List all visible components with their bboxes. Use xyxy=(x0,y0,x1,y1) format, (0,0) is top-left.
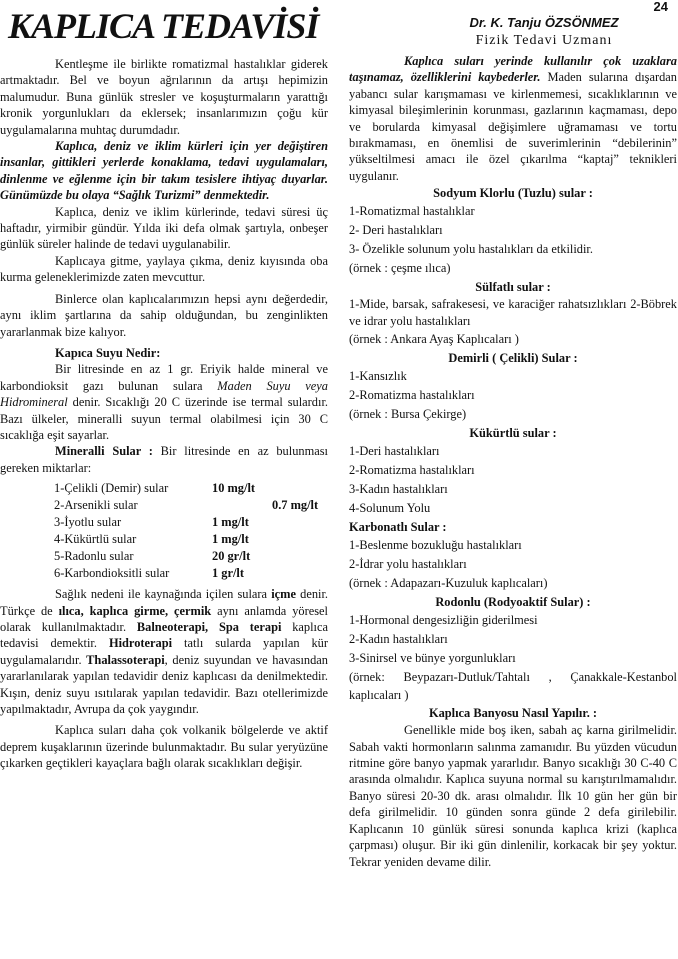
page-number: 24 xyxy=(653,0,668,14)
sodium-heading: Sodyum Klorlu (Tuzlu) sular : xyxy=(433,186,593,201)
list-item: 2- Deri hastalıkları xyxy=(349,223,443,238)
list-item: 2-Kadın hastalıkları xyxy=(349,632,448,647)
bath-heading: Kaplıca Banyosu Nasıl Yapılır. : xyxy=(428,706,598,721)
iron-heading: Demirli ( Çelikli) Sular : xyxy=(448,351,578,366)
author-name: Dr. K. Tanju ÖZSÖNMEZ xyxy=(469,15,619,30)
capture-paragraph: Kaplıca suları yerinde kullanılır çok uzaklara taşınamaz, özelliklerini kaybederler. Maden sularına dışardan yabancı sular karışmaması ve kirlenmemesi, sıcaklıklarının ve kimyasal bileşimlerinin korunması, gazlarının kaçmaması, depo ve borularda kimyasal değişimlere uğramaması ve tortu bırakmaması, en önemlisi de suverimlerinin “debilerinin” yükseltilmesi amacı ile özel çıkarılma “kaptaj” teknikleri uygulanır. xyxy=(349,54,677,183)
volcanic-paragraph: Kaplıca suları daha çok volkanik bölgelerde ve aktif deprem kuşaklarının üzerinde bulunmaktadır. Bu sular yeryüzüne çıkarken geçtikleri kayaçlara bağlı olarak sıcaklıkları değişir. xyxy=(0,723,328,771)
list-item: 3-Sinirsel ve bünye yorgunlukları xyxy=(349,651,516,666)
mineral-waters-intro: Mineralli Sular : Bir litresinde en az bulunması gereken miktarlar: xyxy=(0,444,328,475)
therapy-terms-paragraph: Sağlık nedeni ile kaynağında içilen sulara içme denir. Türkçe de ılıca, kaplıca girme, çermik aynı anlamda yöresel olarak kullanılmaktadır. Balneoterapi, Spa terapi kaplıca tedavisi demektir. Hidroterapi tatlı sularda yapılan kür uygulamalarıdır. Thalassoterapi, deniz suyundan ve havasından yararlanılarak yapılan tedavidir deniz kaplıcası da denilmektedir. Kışın, deniz suyu ısıtılarak yapılan tedavidir. Bazı otellerimizde yapılmaktadır, Avrupa da çok yaygındır. xyxy=(0,587,329,716)
health-tourism-paragraph: Kaplıca, deniz ve iklim kürleri için yer değiştiren insanlar, gittikleri yerlerde konaklama, tedavi uygulamaları, dinlenme ve eğlenme için bir takım tesislere ihtiyaç duyarlar. Günümüzde bu olaya “Sağlık Turizmi” denmektedir. xyxy=(0,139,328,203)
mineral-row: 1-Çelikli (Demir) sular 10 mg/lt xyxy=(54,481,256,496)
mineral-row: 6-Karbondioksitli sular 1 gr/lt xyxy=(54,566,244,581)
list-item: 3- Özelikle solunum yolu hastalıkları da etkilidir. xyxy=(349,242,593,257)
mineral-row: 3-İyotlu sular 1 mg/lt xyxy=(54,515,249,530)
mineral-row: 4-Kükürtlü sular 1 mg/lt xyxy=(54,532,249,547)
list-item: 1-Romatizmal hastalıklar xyxy=(349,204,475,219)
sulfur-heading: Kükürtlü sular : xyxy=(469,426,557,441)
radon-heading: Rodonlu (Rodyoaktif Sular) : xyxy=(435,595,591,610)
list-item: 2-Romatizma hastalıkları xyxy=(349,388,475,403)
spring-water-definition: Bir litresinde en az 1 gr. Eriyik halde mineral ve karbondioksit gazı bulunan sulara Maden Suyu veya Hidromineral denir. Sıcaklığı 20 C üzerinde ise termal sulardır. Bazı ülkeler, mineralli suyun termal olabilmesi için 30 C sıcaklığa eşit sayarlar. xyxy=(0,362,328,442)
tradition-paragraph: Kaplıcaya gitme, yaylaya çıkma, deniz kıyısında oba kurma geleneklerimizde zaten mevcuttur. xyxy=(0,253,328,285)
sulfate-heading: Sülfatlı sular : xyxy=(475,280,551,295)
list-item: (örnek : Adapazarı-Kuzuluk kaplıcaları) xyxy=(349,576,548,591)
intro-paragraph: Kentleşme ile birlikte romatizmal hastalıklar giderek artmaktadır. Bel ve boyun ağrılarının da artışı hepimizin malumudur. Buna günlük stresler ve koşuşturmaların yarattığı kronik yorgunlukları da eklersek; insanlarımızın çoğu kür uygulamalarına muhtaç durumdadır. xyxy=(0,57,328,137)
list-item: 1-Kansızlık xyxy=(349,369,407,384)
thermal-richness-paragraph: Binlerce olan kaplıcalarımızın hepsi aynı değerdedir, aynı iklim şartlarına da sahip olduğundan, bu zenginlikten yararlanmak bize kalıyor. xyxy=(0,291,328,339)
author-role: Fizik Tedavi Uzmanı xyxy=(475,33,613,48)
treatment-duration-paragraph: Kaplıca, deniz ve iklim kürlerinde, tedavi süresi üç haftadır, yirmibir gündür. Yılda iki defa olmak şartıyla, onbeşer günlük süreler halinde de tedavi uygulanabilir. xyxy=(0,204,328,252)
list-item: (örnek : Bursa Çekirge) xyxy=(349,407,467,422)
list-item: (örnek : çeşme ılıca) xyxy=(349,261,451,276)
list-item: 1-Mide, barsak, safrakesesi, ve karaciğer rahatsızlıkları 2-Böbrek ve idrar yolu hastalıkları xyxy=(349,297,677,329)
mineral-row: 5-Radonlu sular 20 gr/lt xyxy=(54,549,251,564)
list-item: 3-Kadın hastalıkları xyxy=(349,482,448,497)
list-item: 2-İdrar yolu hastalıkları xyxy=(349,557,467,572)
list-item: 4-Solunum Yolu xyxy=(349,501,431,516)
right-column xyxy=(349,53,677,870)
list-item: 1-Beslenme bozukluğu hastalıkları xyxy=(349,538,522,553)
list-item: 1-Deri hastalıkları xyxy=(349,444,440,459)
spring-water-heading: Kapıca Suyu Nedir: xyxy=(55,345,161,360)
article-title: KAPLICA TEDAVİSİ xyxy=(8,6,319,46)
mineral-table xyxy=(54,480,328,582)
carbonate-heading: Karbonatlı Sular : xyxy=(349,520,447,535)
list-item: (örnek: Beypazarı-Dutluk/Tahtalı , Çanakkale-Kestanbol kaplıcaları ) xyxy=(349,670,677,703)
list-item: (örnek : Ankara Ayaş Kaplıcaları ) xyxy=(349,332,519,347)
list-item: 1-Hormonal dengesizliğin giderilmesi xyxy=(349,613,538,628)
list-item: 2-Romatizma hastalıkları xyxy=(349,463,475,478)
left-column xyxy=(0,56,328,772)
mineral-row: 2-Arsenikli sular 0.7 mg/lt xyxy=(54,498,319,513)
bath-paragraph: Genellikle mide boş iken, sabah aç karna girilmelidir. Sabah vakti hormonların salınma zamanıdır. Bu yüzden vücudun ritmine göre banyo yapmak yararlıdır. Banyo sıcaklığı 30 C-40 C arasında olmalıdır. Kaplıca suyuna normal su karıştırılmamalıdır. Banyo süresi 20-30 dk. arası olmalıdır. İlk 10 gün her gün bir defa girilmelidir. 10 günden sonra günde 2 defa girilebilir. Kaplıcanın 10 günlük süresi sonunda kaplıca krizi (kaplıca çarpması) oluşur. Bir iki gün dinlenilir, korkacak bir şey yoktur. Tekrar yeniden devame dilir. xyxy=(349,723,677,869)
mineral-waters-heading: Mineralli Sular : xyxy=(55,444,153,459)
